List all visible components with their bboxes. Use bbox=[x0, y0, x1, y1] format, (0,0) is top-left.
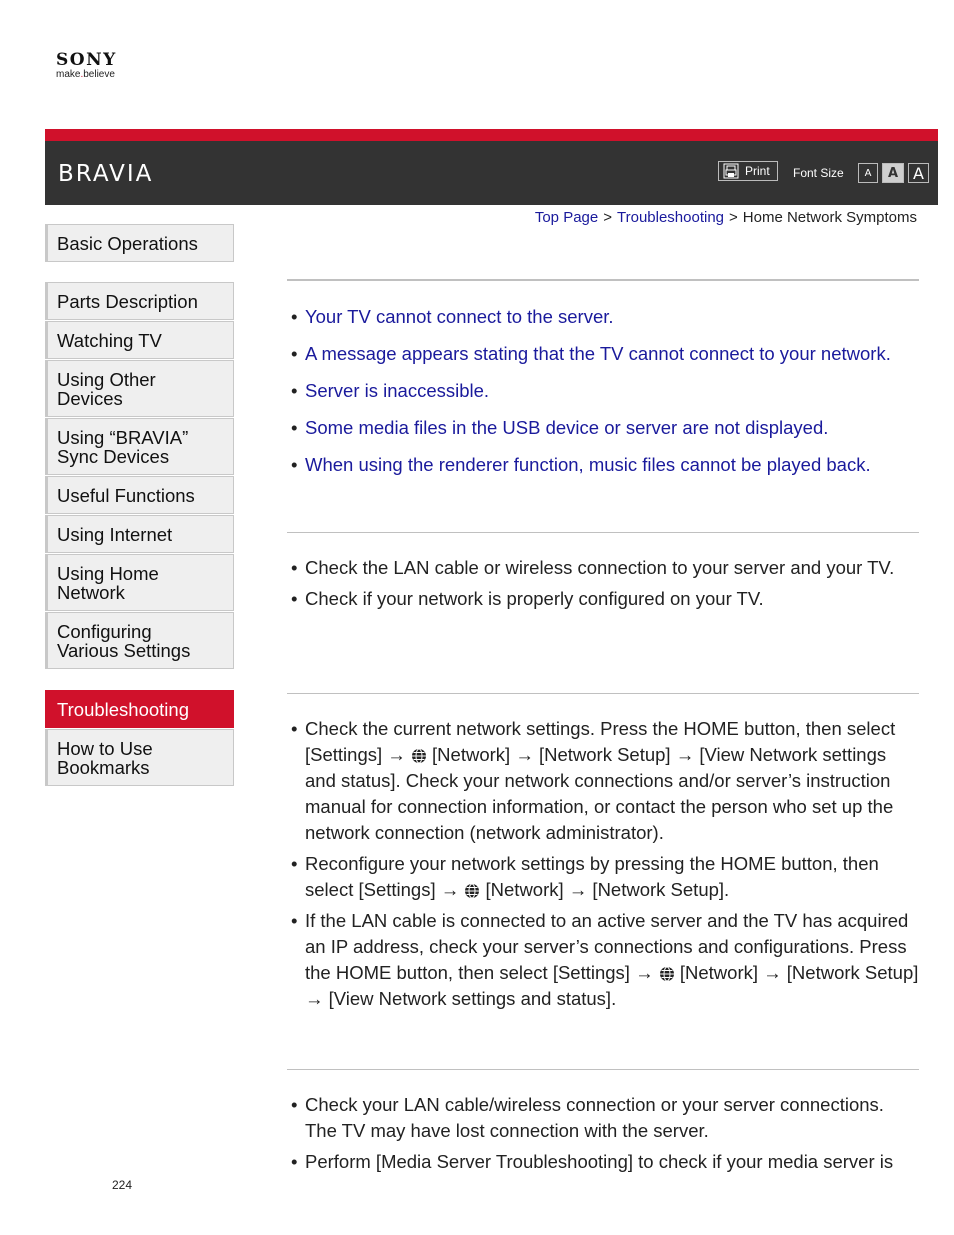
list-item[interactable]: • When using the renderer function, music files cannot be played back. bbox=[291, 452, 919, 478]
list-item: • Reconfigure your network settings by pressing the HOME button, then select [Settings] → [Network] → [Network Setup]. bbox=[291, 851, 919, 903]
printer-icon bbox=[723, 163, 739, 179]
font-size-medium-button[interactable]: A bbox=[882, 163, 904, 183]
globe-icon bbox=[659, 966, 675, 982]
make-believe-tagline: make.believe bbox=[56, 69, 115, 80]
list-item: • Check if your network is properly configured on your TV. bbox=[291, 586, 919, 612]
sidebar-item-how-to-use-bookmarks[interactable]: How to Use Bookmarks bbox=[45, 729, 234, 786]
page-number: 224 bbox=[112, 1178, 133, 1192]
font-size-label: Font Size bbox=[793, 166, 844, 180]
section-divider bbox=[287, 532, 919, 533]
breadcrumb-top-page[interactable]: Top Page bbox=[534, 209, 599, 226]
font-size-large-button[interactable]: A bbox=[908, 163, 929, 183]
section-divider bbox=[287, 1069, 919, 1070]
list-item: • Check the current network settings. Press the HOME button, then select [Settings] → [Network] → [Network Setup] → [View Network settings and status]. Check your network connections and/or server’s instruction manual for connection information, or contact the person who set up the network connection (network administrator). bbox=[291, 716, 919, 846]
bravia-logo: BRAVIA bbox=[58, 161, 154, 187]
sidebar-item-basic-operations[interactable]: Basic Operations bbox=[45, 224, 234, 262]
print-label: Print bbox=[745, 164, 770, 178]
breadcrumb: Top Page > Troubleshooting > Home Network Symptoms bbox=[534, 209, 917, 226]
list-item: • Check your LAN cable/wireless connection or your server connections. The TV may have lost connection with the server. bbox=[291, 1092, 919, 1144]
list-item[interactable]: • Your TV cannot connect to the server. bbox=[291, 304, 919, 330]
print-button[interactable] bbox=[718, 161, 778, 181]
section1-list bbox=[291, 555, 919, 617]
section-divider bbox=[287, 693, 919, 694]
sidebar-item-watching-tv[interactable]: Watching TV bbox=[45, 321, 234, 359]
section3-list bbox=[291, 1092, 919, 1180]
list-item[interactable]: • A message appears stating that the TV cannot connect to your network. bbox=[291, 341, 919, 367]
list-item[interactable]: • Some media files in the USB device or server are not displayed. bbox=[291, 415, 919, 441]
section2-list bbox=[291, 716, 919, 1017]
breadcrumb-current: Home Network Symptoms bbox=[742, 209, 917, 226]
list-item: • Perform [Media Server Troubleshooting] to check if your media server is bbox=[291, 1149, 919, 1175]
symptom-links-list bbox=[291, 304, 919, 489]
list-item[interactable]: • Server is inaccessible. bbox=[291, 378, 919, 404]
sidebar-item-useful-functions[interactable]: Useful Functions bbox=[45, 476, 234, 514]
globe-icon bbox=[464, 883, 480, 899]
sidebar-item-using-other-devices[interactable]: Using Other Devices bbox=[45, 360, 234, 417]
sidebar-item-parts-description[interactable]: Parts Description bbox=[45, 282, 234, 320]
breadcrumb-troubleshooting[interactable]: Troubleshooting bbox=[617, 209, 725, 226]
sidebar-item-using-home-network[interactable]: Using Home Network bbox=[45, 554, 234, 611]
sidebar-item-using-bravia-sync-devices[interactable]: Using “BRAVIA” Sync Devices bbox=[45, 418, 234, 475]
sony-wordmark: SONY bbox=[56, 50, 117, 70]
sidebar-item-troubleshooting[interactable]: Troubleshooting bbox=[45, 690, 234, 728]
section-divider bbox=[287, 279, 919, 281]
globe-icon bbox=[411, 748, 427, 764]
sony-logo bbox=[56, 52, 117, 81]
header-bar bbox=[45, 141, 938, 205]
header-accent-bar bbox=[45, 129, 938, 141]
font-size-small-button[interactable]: A bbox=[858, 163, 878, 183]
list-item: • Check the LAN cable or wireless connection to your server and your TV. bbox=[291, 555, 919, 581]
sidebar-item-configuring-various-settings[interactable]: Configuring Various Settings bbox=[45, 612, 234, 669]
sidebar-item-using-internet[interactable]: Using Internet bbox=[45, 515, 234, 553]
list-item: • If the LAN cable is connected to an active server and the TV has acquired an IP address, check your server’s connections and configurations. Press the HOME button, then select [Settings] → [Network] → [Network Setup] → [View Network settings and status]. bbox=[291, 908, 919, 1012]
